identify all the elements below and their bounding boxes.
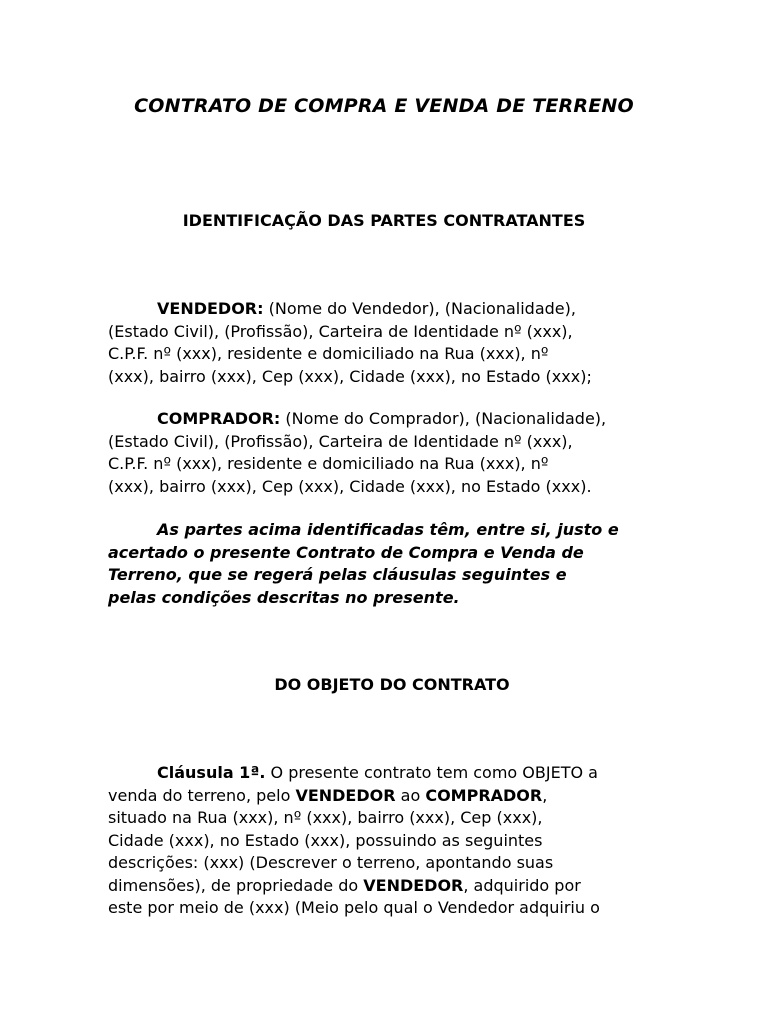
section-heading-objeto: DO OBJETO DO CONTRATO [274,675,510,694]
comprador-line-2: (Estado Civil), (Profissão), Carteira de Identidade nº (xxx), [108,431,573,451]
section-heading-identificacao: IDENTIFICAÇÃO DAS PARTES CONTRATANTES [182,211,586,230]
vendedor-line-3: C.P.F. nº (xxx), residente e domiciliado na Rua (xxx), nº [108,344,549,363]
comprador-line-1: COMPRADOR: (Nome do Comprador), (Nacionalidade), [157,409,607,428]
partes-line-4: pelas condições descritas no presente. [108,587,460,607]
vendedor-label: VENDEDOR: [157,299,264,318]
comprador-line-4: (xxx), bairro (xxx), Cep (xxx), Cidade (xxx), no Estado (xxx). [108,476,592,496]
comprador-line-3: C.P.F. nº (xxx), residente e domiciliado na Rua (xxx), nº [108,454,549,473]
vendedor-line-2: (Estado Civil), (Profissão), Carteira de Identidade nº (xxx), [108,321,573,341]
paragraph-comprador [108,408,668,498]
comprador-label: COMPRADOR: [157,409,281,428]
vendedor-line-1: VENDEDOR: (Nome do Vendedor), (Nacionalidade), [157,299,576,318]
vendedor-line-4: (xxx), bairro (xxx), Cep (xxx), Cidade (xxx), no Estado (xxx); [108,366,592,386]
partes-line-1: As partes acima identificadas têm, entre si, justo e [157,520,619,539]
paragraph-partes [108,519,668,609]
clausula-line-6: dimensões), de propriedade do VENDEDOR, adquirido por [108,875,581,895]
clausula-line-5: descrições: (xxx) (Descrever o terreno, apontando suas [108,853,554,872]
paragraph-vendedor [108,298,668,388]
clausula-line-2: venda do terreno, pelo VENDEDOR ao COMPRADOR, [108,785,548,805]
clausula-line-4: Cidade (xxx), no Estado (xxx), possuindo as seguintes [108,830,543,850]
clausula-label: Cláusula 1ª. [157,763,266,782]
partes-line-3: Terreno, que se regerá pelas cláusulas seguintes e [108,565,567,584]
document-title: CONTRATO DE COMPRA E VENDA DE TERRENO [134,95,634,117]
clausula-line-3: situado na Rua (xxx), nº (xxx), bairro (xxx), Cep (xxx), [108,808,543,827]
clausula-line-7: este por meio de (xxx) (Meio pelo qual o Vendedor adquiriu o [108,898,600,917]
paragraph-clausula-1 [108,762,668,920]
clausula-line-1: Cláusula 1ª. O presente contrato tem como OBJETO a [157,763,598,782]
partes-line-2: acertado o presente Contrato de Compra e Venda de [108,542,584,562]
